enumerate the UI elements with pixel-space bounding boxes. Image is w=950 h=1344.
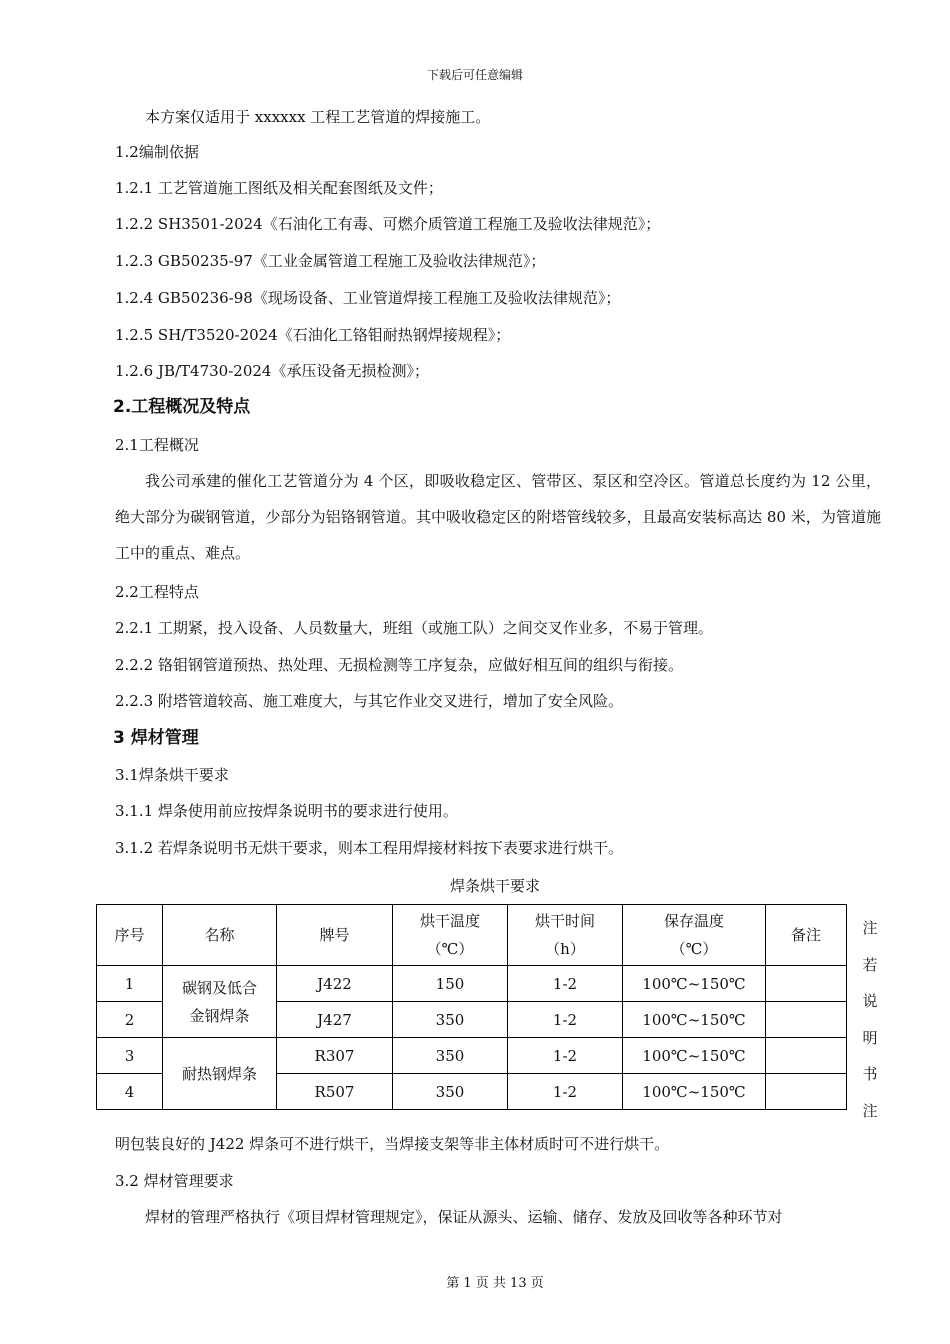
project-overview-paragraph: 我公司承建的催化工艺管道分为 4 个区，即吸收稳定区、管带区、泵区和空冷区。管道总长度约为 12 公里，绝大部分为碳钢管道，少部分为铝铬钢管道。其中吸收稳定区的附塔管线较多，且最高安装标高达 80 米，为管道施工中的重点、难点。: [115, 472, 881, 562]
cell-seq: 4: [97, 1074, 163, 1110]
basis-item: 1.2.5 SH/T3520-2024《石油化工铬钼耐热钢焊接规程》；: [115, 326, 511, 344]
store-temp-label: 保存温度: [663, 912, 724, 930]
electrode-drying-table: [96, 904, 847, 1110]
basis-item: 1.2.6 JB/T4730-2024《承压设备无损检测》；: [115, 362, 429, 380]
page-number-footer: 第 1 页 共 13 页: [446, 1276, 544, 1291]
side-note-char: 注: [862, 919, 878, 937]
side-note-char: 说: [862, 992, 878, 1011]
cell-remark: [766, 1002, 847, 1038]
intro-paragraph: 本方案仅适用于 xxxxxx 工程工艺管道的焊接施工。: [145, 108, 491, 126]
note-continuation: 明包装良好的 J422 焊条可不进行烘干，当焊接支架等非主体材质时可不进行烘干。: [115, 1135, 670, 1153]
cell-brand: R307: [277, 1038, 393, 1074]
cell-dry-temp: 350: [393, 1002, 508, 1038]
table-row: [97, 1038, 847, 1074]
col-header-remark: 备注: [766, 905, 847, 966]
cell-dry-time: 1-2: [508, 1074, 623, 1110]
section-2-heading: 2.工程概况及特点: [113, 397, 251, 417]
cell-brand: J427: [277, 1002, 393, 1038]
dry-time-label: 烘干时间: [534, 912, 595, 930]
cell-store-temp: 100℃~150℃: [623, 1038, 766, 1074]
cell-remark: [766, 1038, 847, 1074]
store-temp-unit: （℃）: [670, 940, 718, 958]
col-header-brand: 牌号: [277, 905, 393, 966]
cell-store-temp: 100℃~150℃: [623, 1074, 766, 1110]
dry-temp-unit: （℃）: [426, 940, 474, 958]
feature-item: 2.2.3 附塔管道较高、施工难度大，与其它作业交叉进行，增加了安全风险。: [115, 692, 623, 710]
cell-store-temp: 100℃~150℃: [623, 1002, 766, 1038]
page-header-note: 下载后可任意编辑: [426, 68, 523, 82]
cell-seq: 1: [97, 966, 163, 1002]
cell-dry-temp: 350: [393, 1074, 508, 1110]
feature-item: 2.2.1 工期紧，投入设备、人员数量大，班组（或施工队）之间交叉作业多，不易于管理。: [115, 619, 713, 637]
cell-brand: J422: [277, 966, 393, 1002]
section-3-2-title: 3.2 焊材管理要求: [115, 1172, 234, 1190]
cell-remark: [766, 1074, 847, 1110]
col-header-dry-time: [508, 905, 623, 966]
drying-item: 3.1.1 焊条使用前应按焊条说明书的要求进行使用。: [115, 802, 458, 820]
cell-remark: [766, 966, 847, 1002]
section-3-1-title: 3.1焊条烘干要求: [115, 766, 229, 784]
section-2-1-title: 2.1工程概况: [115, 436, 199, 454]
cell-dry-temp: 350: [393, 1038, 508, 1074]
vertical-side-note: [860, 910, 880, 1130]
feature-item: 2.2.2 铬钼钢管道预热、热处理、无损检测等工序复杂，应做好相互间的组织与衔接。: [115, 656, 683, 674]
side-note-char: 书: [862, 1065, 878, 1084]
basis-item: 1.2.1 工艺管道施工图纸及相关配套图纸及文件；: [115, 179, 443, 197]
basis-item: 1.2.2 SH3501-2024《石油化工有毒、可燃介质管道工程施工及验收法律规范》；: [115, 215, 661, 233]
cell-group-name: 耐热钢焊条: [163, 1038, 277, 1110]
basis-item: 1.2.3 GB50235-97《工业金属管道工程施工及验收法律规范》；: [115, 252, 546, 270]
col-header-dry-temp: [393, 905, 508, 966]
section-1-2-title: 1.2编制依据: [115, 143, 199, 161]
cell-group-name: 碳钢及低合金钢焊条: [163, 966, 277, 1038]
cell-seq: 2: [97, 1002, 163, 1038]
cell-brand: R507: [277, 1074, 393, 1110]
table-row: [97, 966, 847, 1002]
col-header-seq: 序号: [97, 905, 163, 966]
table-header-row: [97, 905, 847, 966]
section-2-2-title: 2.2工程特点: [115, 583, 199, 601]
cell-dry-time: 1-2: [508, 1002, 623, 1038]
management-paragraph: 焊材的管理严格执行《项目焊材管理规定》，保证从源头、运输、储存、发放及回收等各种环节对: [145, 1208, 783, 1226]
cell-dry-time: 1-2: [508, 1038, 623, 1074]
cell-dry-temp: 150: [393, 966, 508, 1002]
side-note-char: 若: [862, 955, 878, 974]
side-note-char: 明: [862, 1028, 878, 1047]
col-header-store-temp: [623, 905, 766, 966]
dry-temp-label: 烘干温度: [419, 912, 480, 930]
side-note-char: 注: [862, 1101, 878, 1120]
drying-item: 3.1.2 若焊条说明书无烘干要求，则本工程用焊接材料按下表要求进行烘干。: [115, 839, 623, 857]
basis-item: 1.2.4 GB50236-98《现场设备、工业管道焊接工程施工及验收法律规范》；: [115, 289, 621, 307]
cell-seq: 3: [97, 1038, 163, 1074]
dry-time-unit: （h）: [545, 940, 585, 958]
cell-store-temp: 100℃~150℃: [623, 966, 766, 1002]
cell-dry-time: 1-2: [508, 966, 623, 1002]
col-header-name: 名称: [163, 905, 277, 966]
section-3-heading: 3 焊材管理: [113, 728, 199, 748]
table-caption: 焊条烘干要求: [449, 877, 540, 895]
